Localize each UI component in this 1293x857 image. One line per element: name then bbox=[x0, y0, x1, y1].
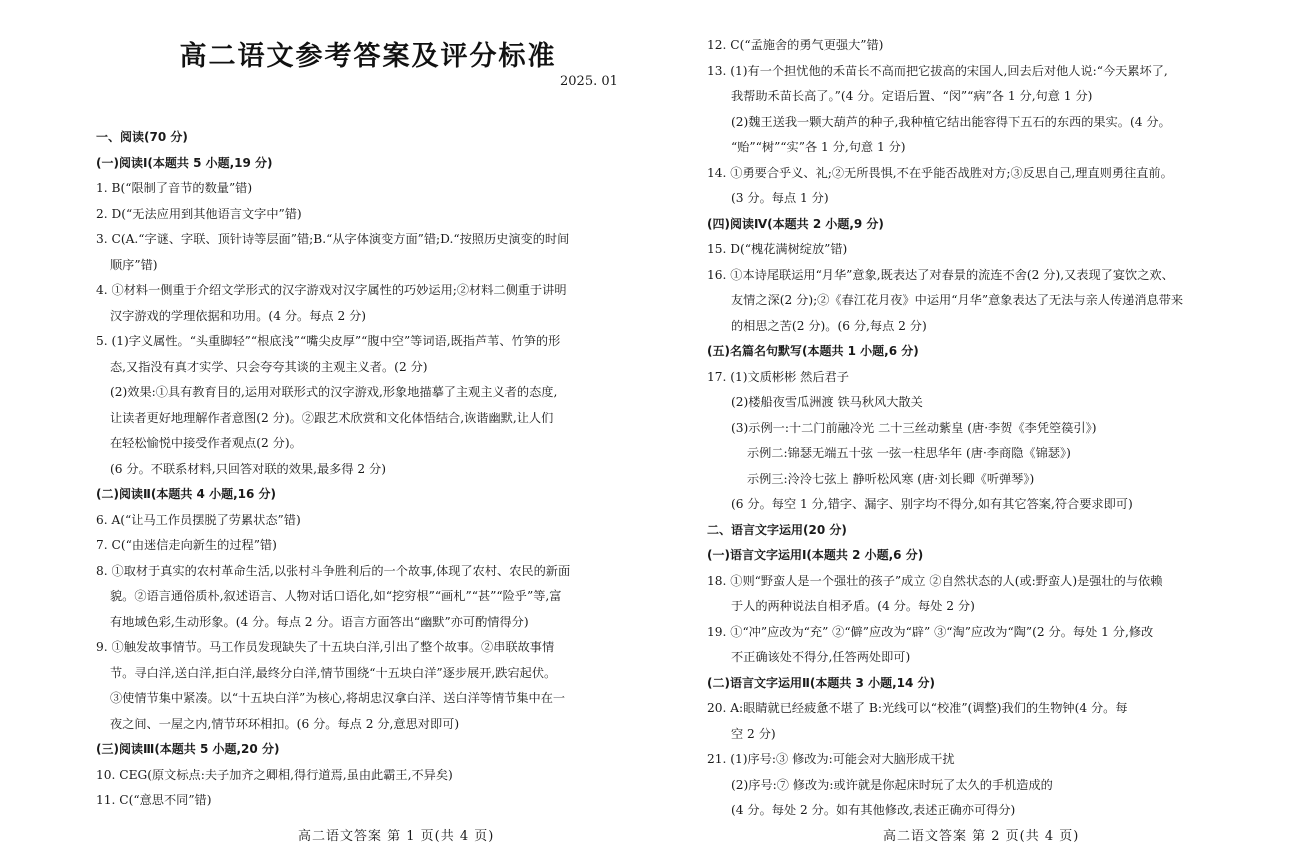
answer-line: ③使情节集中紧凑。以“十五块白洋”为核心,将胡忠汉拿白洋、送白洋等情节集中在一 bbox=[110, 691, 566, 705]
answer-line: (2)序号:⑦ 修改为:或许就是你起床时玩了太久的手机造成的 bbox=[731, 777, 1053, 792]
answer-line: 夜之间、一屋之内,情节环环相扣。(6 分。每点 2 分,意思对即可) bbox=[110, 716, 460, 731]
answer-line: 4. ①材料一侧重于介绍文学形式的汉字游戏对汉字属性的巧妙运用;②材料二侧重于讲明 bbox=[96, 283, 567, 297]
answer-line: 19. ①“冲”应改为“充” ②“僻”应改为“辟” ③“淘”应改为“陶”(2 分。每处 1 分,修改 bbox=[707, 624, 1154, 639]
answer-line: 空 2 分) bbox=[731, 726, 776, 741]
page-2-content bbox=[707, 33, 1255, 824]
answer-line: 8. ①取材于真实的农村革命生活,以张村斗争胜利后的一个故事,体现了农村、农民的新面 bbox=[96, 563, 571, 578]
section-heading: 二、语言文字运用(20 分) bbox=[707, 522, 847, 537]
answer-line: 7. C(“由迷信走向新生的过程”错) bbox=[96, 538, 277, 552]
answer-line: 5. (1)字义属性。“头重脚轻”“根底浅”“嘴尖皮厚”“腹中空”等词语,既指芦苇、竹笋的形 bbox=[96, 334, 561, 348]
answer-line: (6 分。每空 1 分,错字、漏字、别字均不得分,如有其它答案,符合要求即可) bbox=[731, 497, 1133, 511]
answer-line: 友情之深(2 分);②《春江花月夜》中运用“月华”意象表达了无法与亲人传递消息带来 bbox=[731, 293, 1184, 307]
section-heading: (三)阅读Ⅲ(本题共 5 小题,20 分) bbox=[96, 742, 280, 756]
section-heading: (一)阅读Ⅰ(本题共 5 小题,19 分) bbox=[96, 155, 273, 170]
page-2-footer: 高二语文答案 第 2 页(共 4 页) bbox=[883, 829, 1080, 844]
answer-line: 17. (1)文质彬彬 然后君子 bbox=[707, 369, 849, 384]
answer-line: (2)魏王送我一颗大葫芦的种子,我种植它结出能容得下五石的东西的果实。(4 分。 bbox=[731, 114, 1171, 129]
answer-line: 顺序”错) bbox=[110, 257, 158, 272]
section-heading: (四)阅读Ⅳ(本题共 2 小题,9 分) bbox=[707, 216, 884, 231]
page-1-content bbox=[96, 125, 640, 814]
answer-line: 不正确该处不得分,任答两处即可) bbox=[731, 650, 911, 664]
answer-line: 示例三:泠泠七弦上 静听松风寒 (唐·刘长卿《听弹琴》) bbox=[747, 471, 1035, 486]
answer-line: 12. C(“孟施舍的勇气更强大”错) bbox=[707, 38, 884, 52]
answer-line: 13. (1)有一个担忧他的禾苗长不高而把它拔高的宋国人,回去后对他人说:“今天累坏了, bbox=[707, 63, 1168, 78]
section-heading: (五)名篇名句默写(本题共 1 小题,6 分) bbox=[707, 344, 919, 358]
answer-line: 16. ①本诗尾联运用“月华”意象,既表达了对春景的流连不舍(2 分),又表现了宴饮之欢、 bbox=[707, 267, 1174, 282]
answer-line: 于人的两种说法自相矛盾。(4 分。每处 2 分) bbox=[731, 599, 975, 613]
page-2 bbox=[646, 0, 1293, 857]
answer-line: (6 分。不联系材料,只回答对联的效果,最多得 2 分) bbox=[110, 461, 386, 476]
answer-line: 15. D(“槐花满树绽放”错) bbox=[707, 242, 848, 256]
answer-line: 1. B(“限制了音节的数量”错) bbox=[96, 181, 253, 195]
answer-line: 节。寻白洋,送白洋,拒白洋,最终分白洋,情节围绕“十五块白洋”逐步展开,跌宕起伏。 bbox=[110, 665, 557, 680]
section-heading: (二)语言文字运用Ⅱ(本题共 3 小题,14 分) bbox=[707, 675, 935, 690]
answer-line: 9. ①触发故事情节。马工作员发现缺失了十五块白洋,引出了整个故事。②串联故事情 bbox=[96, 640, 555, 654]
answer-line: 10. CEG(原文标点:夫子加齐之卿相,得行道焉,虽由此霸王,不异矣) bbox=[96, 767, 453, 782]
answer-line: (4 分。每处 2 分。如有其他修改,表述正确亦可得分) bbox=[731, 803, 1016, 817]
document-date: 2025. 01 bbox=[560, 74, 618, 89]
answer-line: 14. ①勇要合乎义、礼;②无所畏惧,不在乎能否战胜对方;③反思自己,理直则勇往直前。 bbox=[707, 165, 1173, 180]
section-heading: (一)语言文字运用Ⅰ(本题共 2 小题,6 分) bbox=[707, 548, 924, 562]
answer-line: 20. A:眼睛就已经疲惫不堪了 B:光线可以“校准”(调整)我们的生物钟(4 分。每 bbox=[707, 701, 1128, 715]
answer-line: 11. C(“意思不同”错) bbox=[96, 793, 212, 807]
answer-line: (2)效果:①具有教育目的,运用对联形式的汉字游戏,形象地描摹了主观主义者的态度, bbox=[110, 385, 558, 399]
answer-line: 18. ①则“野蛮人是一个强壮的孩子”成立 ②自然状态的人(或:野蛮人)是强壮的与依赖 bbox=[707, 573, 1163, 588]
answer-line: 6. A(“让马工作员摆脱了劳累状态”错) bbox=[96, 512, 301, 527]
answer-line: 21. (1)序号:③ 修改为:可能会对大脑形成干扰 bbox=[707, 752, 955, 766]
page-1-footer: 高二语文答案 第 1 页(共 4 页) bbox=[298, 829, 495, 844]
answer-line: 态,又指没有真才实学、只会夸夸其谈的主观主义者。(2 分) bbox=[110, 359, 428, 374]
answer-line: 让读者更好地理解作者意图(2 分)。②跟艺术欣赏和文化体悟结合,诙谐幽默,让人们 bbox=[110, 410, 554, 425]
answer-line: 我帮助禾苗长高了。”(4 分。定语后置、“闵”“病”各 1 分,句意 1 分) bbox=[731, 89, 1093, 103]
section-heading: 一、阅读(70 分) bbox=[96, 130, 188, 144]
page-1 bbox=[0, 0, 646, 857]
answer-line: “贻”“树”“实”各 1 分,句意 1 分) bbox=[731, 140, 906, 154]
answer-line: 貌。②语言通俗质朴,叙述语言、人物对话口语化,如“挖穷根”“画札”“甚”“险乎”等,富 bbox=[110, 589, 562, 603]
answer-line: 示例二:锦瑟无端五十弦 一弦一柱思华年 (唐·李商隐《锦瑟》) bbox=[747, 446, 1071, 460]
answer-line: 汉字游戏的学理依据和功用。(4 分。每点 2 分) bbox=[110, 308, 367, 323]
answer-line: 在轻松愉悦中接受作者观点(2 分)。 bbox=[110, 436, 302, 450]
answer-line: (2)楼船夜雪瓜洲渡 铁马秋风大散关 bbox=[731, 395, 923, 409]
answer-line: 2. D(“无法应用到其他语言文字中”错) bbox=[96, 206, 302, 221]
answer-line: (3)示例一:十二门前融冷光 二十三丝动紫皇 (唐·李贺《李凭箜篌引》) bbox=[731, 420, 1097, 435]
answer-line: 有地域色彩,生动形象。(4 分。每点 2 分。语言方面答出“幽默”亦可酌情得分) bbox=[110, 614, 529, 629]
answer-line: 的相思之苦(2 分)。(6 分,每点 2 分) bbox=[731, 318, 927, 333]
section-heading: (二)阅读Ⅱ(本题共 4 小题,16 分) bbox=[96, 487, 276, 501]
answer-line: 3. C(A.“字谜、字联、顶针诗等层面”错;B.“从字体演变方面”错;D.“按照历史演变的时间 bbox=[96, 232, 570, 246]
answer-line: (3 分。每点 1 分) bbox=[731, 191, 829, 205]
document-title: 高二语文参考答案及评分标准 bbox=[179, 41, 557, 72]
